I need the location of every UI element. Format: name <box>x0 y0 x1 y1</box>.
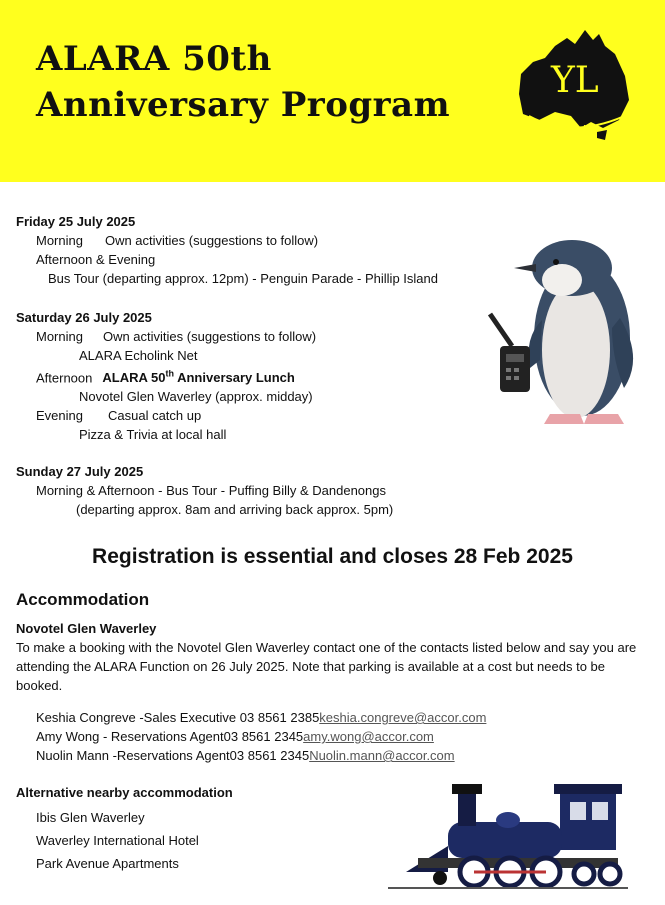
title-line-1: ALARA 50th <box>36 39 272 79</box>
contact-row <box>36 727 486 746</box>
saturday-morning-row <box>16 327 316 346</box>
anniversary-lunch <box>92 370 294 385</box>
friday-morning-row <box>16 231 438 250</box>
saturday-afternoon-label: Afternoon <box>36 370 93 386</box>
contact-email-link[interactable]: amy.wong@accor.com <box>303 729 434 744</box>
friday-afternoon-label: Afternoon & Evening <box>36 252 156 267</box>
contact-text: Keshia Congreve -Sales Executive 03 8561 2385 <box>36 710 320 725</box>
saturday-morning-text: Own activities (suggestions to follow) <box>102 329 317 344</box>
friday-afternoon-text: Bus Tour (departing approx. 12pm) - Penguin Parade - Phillip Island <box>48 271 438 286</box>
saturday-evening-text: Casual catch up <box>107 408 202 424</box>
saturday-evening-text-2: Pizza & Trivia at local hall <box>79 427 227 443</box>
penguin-with-radio-illustration <box>484 228 652 434</box>
lunch-suffix: Anniversary Lunch <box>173 370 295 386</box>
saturday-morning-label: Morning <box>36 329 83 344</box>
registration-notice: Registration is essential and closes 28 Feb 2025 <box>92 545 573 568</box>
sunday-date: Sunday 27 July 2025 <box>16 464 144 479</box>
contacts-list <box>36 708 486 765</box>
hotel-name: Novotel Glen Waverley <box>16 621 157 636</box>
saturday-afternoon-text-2: Novotel Glen Waverley (approx. midday) <box>79 389 313 405</box>
sunday-section <box>16 462 393 519</box>
alternative-item: Waverley International Hotel <box>36 833 199 848</box>
alara-australia-logo <box>515 16 645 146</box>
contact-text: Amy Wong - Reservations Agent03 8561 2345 <box>36 729 304 744</box>
lunch-sup: th <box>165 369 174 379</box>
saturday-evening-label: Evening <box>36 408 83 424</box>
lunch-prefix: ALARA 50 <box>102 370 166 386</box>
alternative-item: Ibis Glen Waverley <box>36 810 145 825</box>
saturday-date: Saturday 26 July 2025 <box>16 310 152 325</box>
booking-paragraph: To make a booking with the Novotel Glen Waverley contact one of the contacts listed below and say you are attending the ALARA Function on 26 July 2025. Note that parking is available at a cost but needs to be booked. <box>16 640 637 693</box>
contact-row <box>36 708 486 727</box>
sunday-line-2: (departing approx. 8am and arriving back approx. 5pm) <box>76 502 394 517</box>
friday-date: Friday 25 July 2025 <box>16 214 136 229</box>
alternatives-list <box>36 806 199 875</box>
alternative-item: Park Avenue Apartments <box>36 856 179 871</box>
friday-morning-label: Morning <box>36 233 83 248</box>
alternative-heading: Alternative nearby accommodation <box>16 785 233 800</box>
accommodation-heading: Accommodation <box>16 590 150 609</box>
friday-section <box>16 212 438 288</box>
steam-train-illustration <box>378 776 630 894</box>
saturday-morning-text-2: ALARA Echolink Net <box>79 348 198 363</box>
contact-email-link[interactable]: keshia.congreve@accor.com <box>319 710 487 725</box>
logo-yl-text: YL <box>551 60 599 101</box>
friday-morning-text: Own activities (suggestions to follow) <box>104 233 319 248</box>
sunday-line-1: Morning & Afternoon - Bus Tour - Puffing Billy & Dandenongs <box>36 483 386 498</box>
saturday-section <box>16 308 316 444</box>
contact-email-link[interactable]: Nuolin.mann@accor.com <box>309 748 455 763</box>
contact-text: Nuolin Mann -Reservations Agent03 8561 2345 <box>36 748 310 763</box>
title-line-2: Anniversary Program <box>36 85 451 125</box>
contact-row <box>36 746 486 765</box>
saturday-afternoon-row <box>16 365 316 387</box>
saturday-evening-row <box>16 406 316 425</box>
logo-alara-text: A.L.A.R.A. <box>543 124 592 135</box>
page-title <box>36 36 450 128</box>
